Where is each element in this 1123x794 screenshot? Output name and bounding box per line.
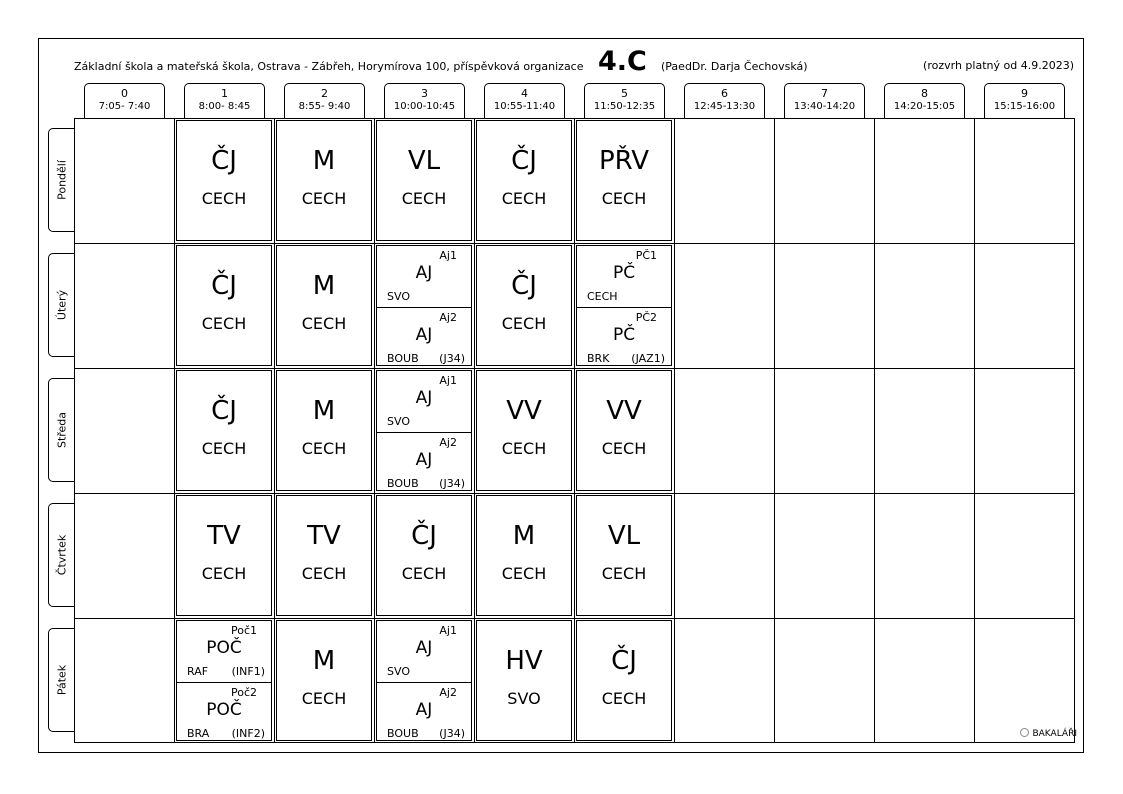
lesson-subject: AJ [415, 325, 433, 345]
grid-vline [374, 118, 375, 743]
grid-vline [774, 118, 775, 743]
group-name: Aj2 [439, 436, 457, 449]
grid-hline [74, 618, 1075, 619]
group-name: Aj1 [439, 624, 457, 637]
lesson-cell [176, 495, 272, 616]
lesson-teacher: SVO [507, 689, 541, 708]
lesson-subject: PŘV [598, 146, 650, 176]
lesson-group [377, 308, 471, 370]
lesson-teacher: BOUB [387, 477, 419, 490]
lesson-cell [476, 370, 572, 491]
lesson-cell [176, 245, 272, 366]
lesson-subject: ČJ [211, 396, 237, 426]
period-time: 15:15-16:00 [993, 101, 1056, 112]
lesson-subject: VL [607, 521, 641, 551]
period-header-6 [684, 83, 765, 118]
lesson-cell [276, 245, 372, 366]
lesson-room: (J34) [439, 727, 465, 740]
period-header-0 [84, 83, 165, 118]
lesson-subject: POČ [206, 700, 242, 720]
period-number: 9 [1021, 87, 1028, 100]
lesson-teacher: CECH [401, 564, 447, 583]
bakalari-logo [1020, 728, 1077, 739]
lesson-subject: VV [506, 396, 542, 426]
lesson-teacher: SVO [387, 665, 410, 678]
lesson-cell [476, 245, 572, 366]
grid-vline [274, 118, 275, 743]
group-name: Aj2 [439, 311, 457, 324]
period-time: 13:40-14:20 [793, 101, 856, 112]
lesson-subject: VL [407, 146, 441, 176]
lesson-subject: TV [207, 521, 241, 551]
period-number: 7 [821, 87, 828, 100]
lesson-teacher: RAF [187, 665, 209, 678]
day-name: Pátek [55, 664, 68, 696]
lesson-subject: ČJ [511, 146, 537, 176]
group-name: Aj1 [439, 374, 457, 387]
grid-vline [874, 118, 875, 743]
lesson-room: (JAZ1) [631, 352, 665, 365]
grid-vline [174, 118, 175, 743]
period-time: 14:20-15:05 [893, 101, 956, 112]
lesson-subject: HV [505, 646, 543, 676]
lesson-group [377, 621, 471, 683]
period-time: 10:55-11:40 [493, 101, 556, 112]
lesson-group [177, 683, 271, 745]
day-label-2 [48, 378, 74, 482]
day-label-1 [48, 253, 74, 357]
period-number: 2 [321, 87, 328, 100]
lesson-cell [376, 120, 472, 241]
lesson-subject: M [512, 521, 536, 551]
period-time: 8:55- 9:40 [298, 101, 351, 112]
period-time: 11:50-12:35 [593, 101, 656, 112]
lesson-cell [176, 370, 272, 491]
school-name: Základní škola a mateřská škola, Ostrava - Zábřeh, Horymírova 100, příspěvková organizace [74, 60, 584, 73]
lesson-room: (J34) [439, 477, 465, 490]
lesson-group [377, 246, 471, 308]
period-number: 8 [921, 87, 928, 100]
grid-vline [574, 118, 575, 743]
lesson-subject: M [312, 646, 336, 676]
lesson-cell [576, 120, 672, 241]
lesson-cell [576, 495, 672, 616]
lesson-cell [576, 620, 672, 741]
lesson-subject: PČ [612, 325, 636, 345]
lesson-cell [476, 495, 572, 616]
grid-vline [474, 118, 475, 743]
lesson-cell [276, 620, 372, 741]
lesson-cell [476, 120, 572, 241]
lesson-teacher: CECH [601, 564, 647, 583]
bakalari-logo-icon [1020, 728, 1029, 737]
lesson-subject: ČJ [411, 521, 437, 551]
lesson-teacher: CECH [601, 689, 647, 708]
day-label-3 [48, 503, 74, 607]
group-name: PČ1 [635, 249, 657, 262]
lesson-cell [576, 245, 672, 366]
lesson-teacher: CECH [201, 189, 247, 208]
period-header-4 [484, 83, 565, 118]
lesson-group [377, 683, 471, 745]
lesson-cell [276, 370, 372, 491]
period-time: 8:00- 8:45 [198, 101, 251, 112]
lesson-teacher: CECH [501, 189, 547, 208]
lesson-teacher: BOUB [387, 727, 419, 740]
lesson-cell [376, 620, 472, 741]
lesson-teacher: SVO [387, 415, 410, 428]
grid-hline [74, 368, 1075, 369]
period-number: 5 [621, 87, 628, 100]
lesson-teacher: CECH [501, 439, 547, 458]
group-name: Poč2 [230, 686, 257, 699]
lesson-teacher: CECH [301, 689, 347, 708]
validity-note: (rozvrh platný od 4.9.2023) [923, 59, 1074, 72]
lesson-teacher: CECH [501, 314, 547, 333]
period-header-1 [184, 83, 265, 118]
period-time: 10:00-10:45 [393, 101, 456, 112]
grid-vline [974, 118, 975, 743]
period-time: 7:05- 7:40 [98, 101, 151, 112]
lesson-teacher: BRA [187, 727, 210, 740]
day-name: Čtvrtek [55, 534, 68, 576]
lesson-subject: ČJ [611, 646, 637, 676]
day-name: Pondělí [55, 160, 68, 200]
lesson-subject: TV [307, 521, 341, 551]
class-teacher: (PaedDr. Darja Čechovská) [661, 60, 808, 73]
lesson-subject: PČ [612, 263, 636, 283]
lesson-group [377, 371, 471, 433]
lesson-subject: ČJ [211, 271, 237, 301]
lesson-teacher: SVO [387, 290, 410, 303]
lesson-subject: ČJ [511, 271, 537, 301]
group-name: Aj2 [439, 686, 457, 699]
lesson-teacher: CECH [401, 189, 447, 208]
period-number: 0 [121, 87, 128, 100]
bakalari-logo-text: BAKALÁŘI [1032, 729, 1077, 739]
day-name: Středa [55, 411, 68, 449]
lesson-room: (J34) [439, 352, 465, 365]
group-name: Aj1 [439, 249, 457, 262]
lesson-teacher: BOUB [387, 352, 419, 365]
lesson-subject: AJ [415, 388, 433, 408]
day-label-0 [48, 128, 74, 232]
day-label-4 [48, 628, 74, 732]
lesson-teacher: CECH [601, 189, 647, 208]
period-header-2 [284, 83, 365, 118]
lesson-subject: M [312, 146, 336, 176]
lesson-teacher: CECH [601, 439, 647, 458]
lesson-teacher: CECH [201, 564, 247, 583]
lesson-cell [376, 245, 472, 366]
lesson-teacher: CECH [301, 564, 347, 583]
day-name: Úterý [55, 289, 68, 321]
lesson-cell [576, 370, 672, 491]
lesson-cell [176, 120, 272, 241]
lesson-teacher: CECH [301, 189, 347, 208]
lesson-subject: ČJ [211, 146, 237, 176]
lesson-group [177, 621, 271, 683]
lesson-subject: POČ [206, 638, 242, 658]
lesson-cell [476, 620, 572, 741]
lesson-teacher: CECH [301, 439, 347, 458]
lesson-group [577, 246, 671, 308]
lesson-room: (INF1) [231, 665, 265, 678]
lesson-teacher: CECH [201, 439, 247, 458]
period-time: 12:45-13:30 [693, 101, 756, 112]
lesson-subject: M [312, 396, 336, 426]
grid-vline [674, 118, 675, 743]
class-name: 4.C [598, 46, 647, 77]
lesson-cell [176, 620, 272, 741]
period-number: 3 [421, 87, 428, 100]
period-number: 4 [521, 87, 528, 100]
lesson-cell [276, 120, 372, 241]
period-header-3 [384, 83, 465, 118]
period-header-9 [984, 83, 1065, 118]
period-number: 1 [221, 87, 228, 100]
lesson-teacher: CECH [501, 564, 547, 583]
lesson-cell [376, 495, 472, 616]
period-header-8 [884, 83, 965, 118]
lesson-room: (INF2) [231, 727, 265, 740]
group-name: Poč1 [230, 624, 257, 637]
lesson-teacher: CECH [587, 290, 618, 303]
lesson-teacher: CECH [201, 314, 247, 333]
lesson-subject: M [312, 271, 336, 301]
grid-hline [74, 243, 1075, 244]
lesson-cell [276, 495, 372, 616]
lesson-subject: AJ [415, 450, 433, 470]
lesson-teacher: BRK [587, 352, 610, 365]
lesson-group [577, 308, 671, 370]
lesson-subject: AJ [415, 638, 433, 658]
period-header-5 [584, 83, 665, 118]
lesson-teacher: CECH [301, 314, 347, 333]
period-number: 6 [721, 87, 728, 100]
grid-hline [74, 493, 1075, 494]
lesson-subject: AJ [415, 700, 433, 720]
period-header-7 [784, 83, 865, 118]
group-name: PČ2 [635, 311, 657, 324]
lesson-subject: VV [606, 396, 642, 426]
lesson-group [377, 433, 471, 495]
lesson-cell [376, 370, 472, 491]
lesson-subject: AJ [415, 263, 433, 283]
